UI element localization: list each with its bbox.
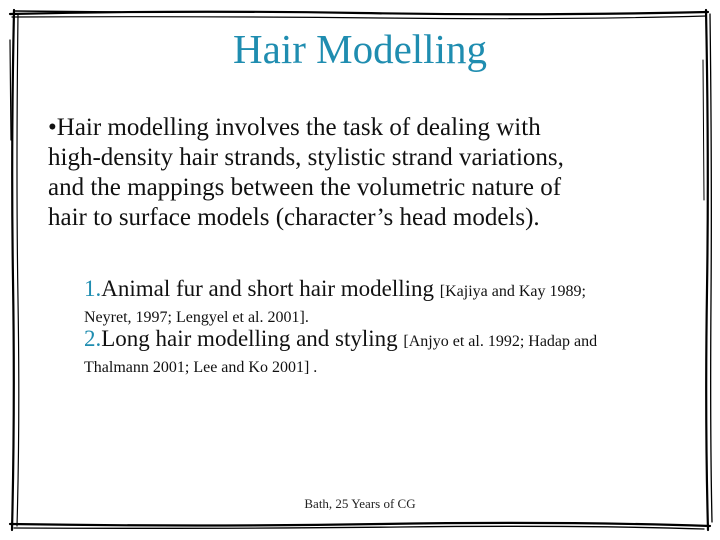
item-text: Animal fur and short hair modelling [101, 276, 435, 301]
bullet-marker: • [48, 114, 57, 141]
item-trailing: . [309, 359, 318, 376]
bullet-line: hair to surface models (character’s head models). [48, 204, 540, 231]
item-number: 2. [84, 326, 102, 351]
item-number: 1. [84, 276, 102, 301]
list-item-2 [84, 326, 674, 381]
item-text: Long hair modelling and styling [101, 326, 398, 351]
item-reference: [Kajiya and Kay 1989; [439, 283, 586, 300]
slide-footer: Bath, 25 Years of CG [304, 496, 416, 511]
bullet-line: high-density hair strands, stylistic strand variations, [48, 144, 564, 171]
bullet-line: and the mappings between the volumetric nature of [48, 174, 562, 201]
list-item-1 [84, 276, 674, 331]
item-reference-continued: Thalmann 2001; Lee and Ko 2001] [84, 359, 310, 376]
item-reference: [Anjyo et al. 1992; Hadap and [403, 333, 598, 350]
item-reference-continued: Neyret, 1997; Lengyel et al. 2001]. [84, 309, 309, 326]
bullet-text: Hair modelling involves the task of dealing with [56, 114, 541, 141]
main-bullet [48, 113, 648, 233]
bullet-line [48, 113, 648, 143]
slide-title: Hair Modelling [233, 26, 487, 72]
